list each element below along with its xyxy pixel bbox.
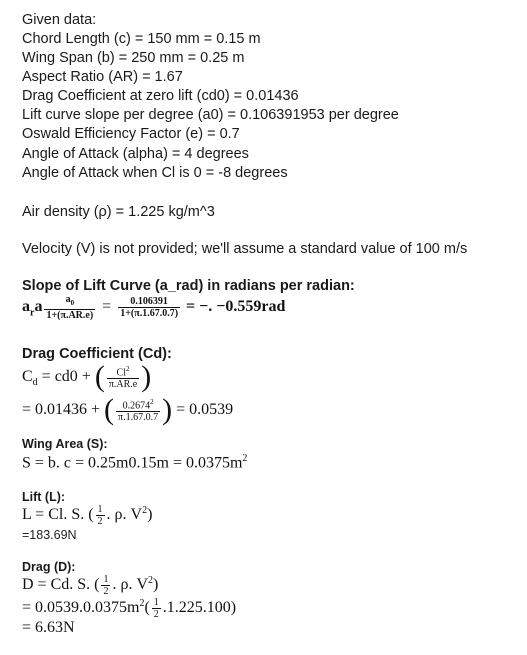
a0-line: Lift curve slope per degree (a0) = 0.106391953 per degree bbox=[22, 107, 399, 123]
wing-area-heading: Wing Area (S): bbox=[22, 437, 108, 451]
slope-a-symbol: a bbox=[34, 298, 43, 316]
aspect-ratio-line: Aspect Ratio (AR) = 1.67 bbox=[22, 69, 183, 85]
lift-close: ) bbox=[147, 506, 153, 524]
lift-formula-start: L = Cl. S. ( bbox=[22, 506, 94, 524]
slope-f1-den: 1+(π.AR.e) bbox=[46, 310, 94, 321]
lift-result: =183.69N bbox=[22, 528, 77, 542]
air-density-line: Air density (ρ) = 1.225 kg/m^3 bbox=[22, 204, 215, 220]
lift-formula-end: . ρ. V bbox=[106, 506, 143, 524]
velocity-line: Velocity (V) is not provided; we'll assume a standard value of 100 m/s bbox=[22, 241, 468, 257]
wing-area-text: S = b. c = 0.25m0.15m = 0.0375m bbox=[22, 454, 243, 472]
slope-fraction-1 bbox=[44, 294, 95, 321]
cd-line2-result: = 0.0539 bbox=[176, 400, 234, 418]
drag-line2-sup: 2 bbox=[139, 597, 145, 609]
drag-line2-end: .1.225.100) bbox=[162, 599, 237, 617]
slope-f2-num: 0.106391 bbox=[118, 296, 180, 308]
cd-eq1: = cd0 + bbox=[41, 367, 91, 385]
drag-line2-half-den: 2 bbox=[153, 609, 159, 620]
cd-lhs-sub: d bbox=[32, 377, 38, 389]
slope-f1-num: a bbox=[65, 294, 71, 305]
cd0-line: Drag Coefficient at zero lift (cd0) = 0.01436 bbox=[22, 88, 299, 104]
cd-f1-num-sup: 2 bbox=[126, 365, 130, 373]
lift-formula-sup: 2 bbox=[142, 504, 148, 516]
drag-line2-start: = 0.0539.0.0375m bbox=[22, 599, 140, 617]
drag-formula bbox=[22, 574, 158, 597]
lift-half-num: 1 bbox=[97, 504, 103, 515]
drag-coef-heading: Drag Coefficient (Cd): bbox=[22, 346, 172, 362]
given-heading: Given data: bbox=[22, 12, 97, 28]
cd-f2-num-sup: 2 bbox=[150, 398, 154, 406]
alpha-line: Angle of Attack (alpha) = 4 degrees bbox=[22, 146, 249, 162]
lift-formula bbox=[22, 504, 152, 527]
wing-span-line: Wing Span (b) = 250 mm = 0.25 m bbox=[22, 50, 245, 66]
lift-half-den: 2 bbox=[97, 516, 103, 527]
oswald-line: Oswald Efficiency Factor (e) = 0.7 bbox=[22, 126, 240, 142]
drag-substitution bbox=[22, 597, 236, 620]
drag-formula-start: D = Cd. S. ( bbox=[22, 576, 100, 594]
cd-fraction-2 bbox=[116, 397, 160, 423]
drag-line2-half-fraction bbox=[152, 597, 161, 620]
lift-heading: Lift (L): bbox=[22, 490, 66, 504]
drag-half-num: 1 bbox=[103, 574, 109, 585]
cd-f2-den: π.1.67.0.7 bbox=[118, 412, 159, 424]
cd-line2-start: = 0.01436 + bbox=[22, 400, 101, 418]
slope-f1-num-sub: 0 bbox=[70, 299, 75, 307]
drag-line2-open: ( bbox=[144, 599, 150, 617]
slope-lhs-sub: r bbox=[30, 307, 35, 319]
slope-f2-den: 1+(π.1.67.0.7) bbox=[120, 308, 179, 319]
drag-formula-sup: 2 bbox=[148, 574, 154, 586]
slope-result: = −. −0.559rad bbox=[186, 298, 286, 316]
drag-half-den: 2 bbox=[103, 586, 109, 597]
drag-half-fraction bbox=[101, 574, 110, 597]
drag-formula-end: . ρ. V bbox=[112, 576, 149, 594]
wing-area-sup: 2 bbox=[242, 453, 248, 464]
cd-f1-den: π.AR.e bbox=[108, 379, 138, 391]
cd-f1-num: Cl bbox=[116, 367, 126, 379]
alpha-zero-lift-line: Angle of Attack when Cl is 0 = -8 degrees bbox=[22, 165, 288, 181]
drag-coef-substitution: = 0.01436 + ( $\frac{0.2674^2}{\pi.1.67.0.7}$ ) = 0.0539 bbox=[22, 393, 234, 427]
slope-equals: = bbox=[102, 298, 112, 316]
slope-fraction-2 bbox=[118, 296, 180, 319]
drag-line2-half-num: 1 bbox=[153, 597, 159, 608]
lift-half-fraction bbox=[96, 504, 105, 527]
drag-heading: Drag (D): bbox=[22, 560, 76, 574]
wing-area-formula bbox=[22, 453, 247, 472]
chord-length-line: Chord Length (c) = 150 mm = 0.15 m bbox=[22, 31, 261, 47]
slope-heading: Slope of Lift Curve (a_rad) in radians per radian: bbox=[22, 278, 355, 294]
drag-close: ) bbox=[153, 576, 159, 594]
slope-lhs: a bbox=[22, 298, 30, 316]
cd-lhs: C bbox=[22, 367, 33, 385]
cd-f2-num: 0.2674 bbox=[122, 400, 151, 412]
cd-fraction-1 bbox=[107, 364, 139, 390]
drag-result: = 6.63N bbox=[22, 619, 75, 636]
slope-equation bbox=[22, 294, 285, 321]
drag-coef-formula: $C_d = cd0$ + ( $\frac{Cl^2}{\pi.AR.e}$ ) bbox=[22, 360, 152, 394]
